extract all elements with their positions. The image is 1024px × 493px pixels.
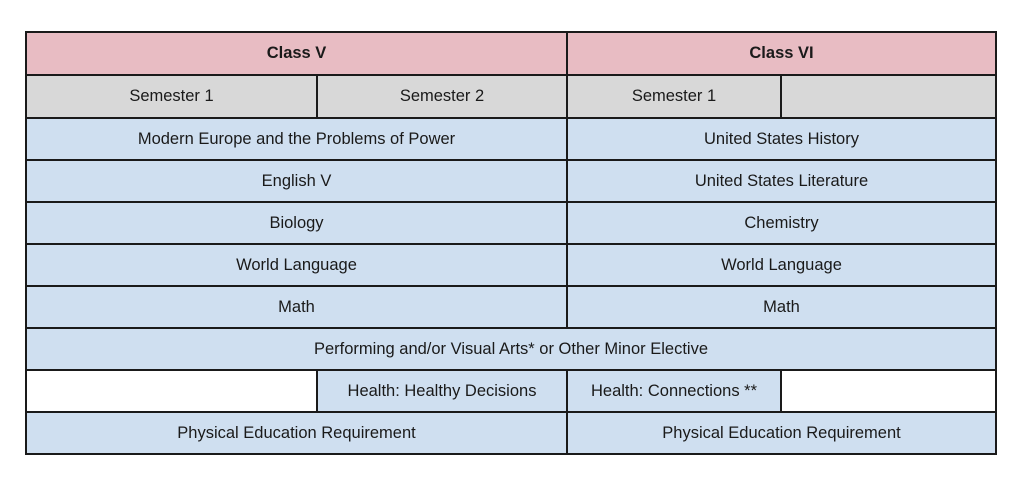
class-v-science: Biology [26,202,567,244]
language-row [26,244,996,286]
class-v-header: Class V [26,32,567,75]
class-vi-english: United States Literature [567,160,996,202]
class-vi-pe: Physical Education Requirement [567,412,996,454]
class-v-english: English V [26,160,567,202]
class-vi-semester-1: Semester 1 [567,75,781,118]
class-v-semester-2: Semester 2 [317,75,567,118]
semester-row [26,75,996,118]
history-row [26,118,996,160]
class-v-language: World Language [26,244,567,286]
class-v-health-semester-2: Health: Healthy Decisions [317,370,567,412]
class-v-semester-1: Semester 1 [26,75,317,118]
english-row [26,160,996,202]
class-vi-language: World Language [567,244,996,286]
class-vi-science: Chemistry [567,202,996,244]
class-v-math: Math [26,286,567,328]
class-v-health-semester-1 [26,370,317,412]
science-row [26,202,996,244]
math-row [26,286,996,328]
class-vi-header: Class VI [567,32,996,75]
pe-row [26,412,996,454]
curriculum-table [25,31,997,455]
class-vi-health-semester-1: Health: Connections ** [567,370,781,412]
class-header-row [26,32,996,75]
class-vi-history: United States History [567,118,996,160]
class-vi-semester-2 [781,75,996,118]
class-v-history: Modern Europe and the Problems of Power [26,118,567,160]
class-vi-health-semester-2 [781,370,996,412]
arts-row [26,328,996,370]
class-vi-math: Math [567,286,996,328]
health-row [26,370,996,412]
class-v-pe: Physical Education Requirement [26,412,567,454]
arts-elective: Performing and/or Visual Arts* or Other Minor Elective [26,328,996,370]
